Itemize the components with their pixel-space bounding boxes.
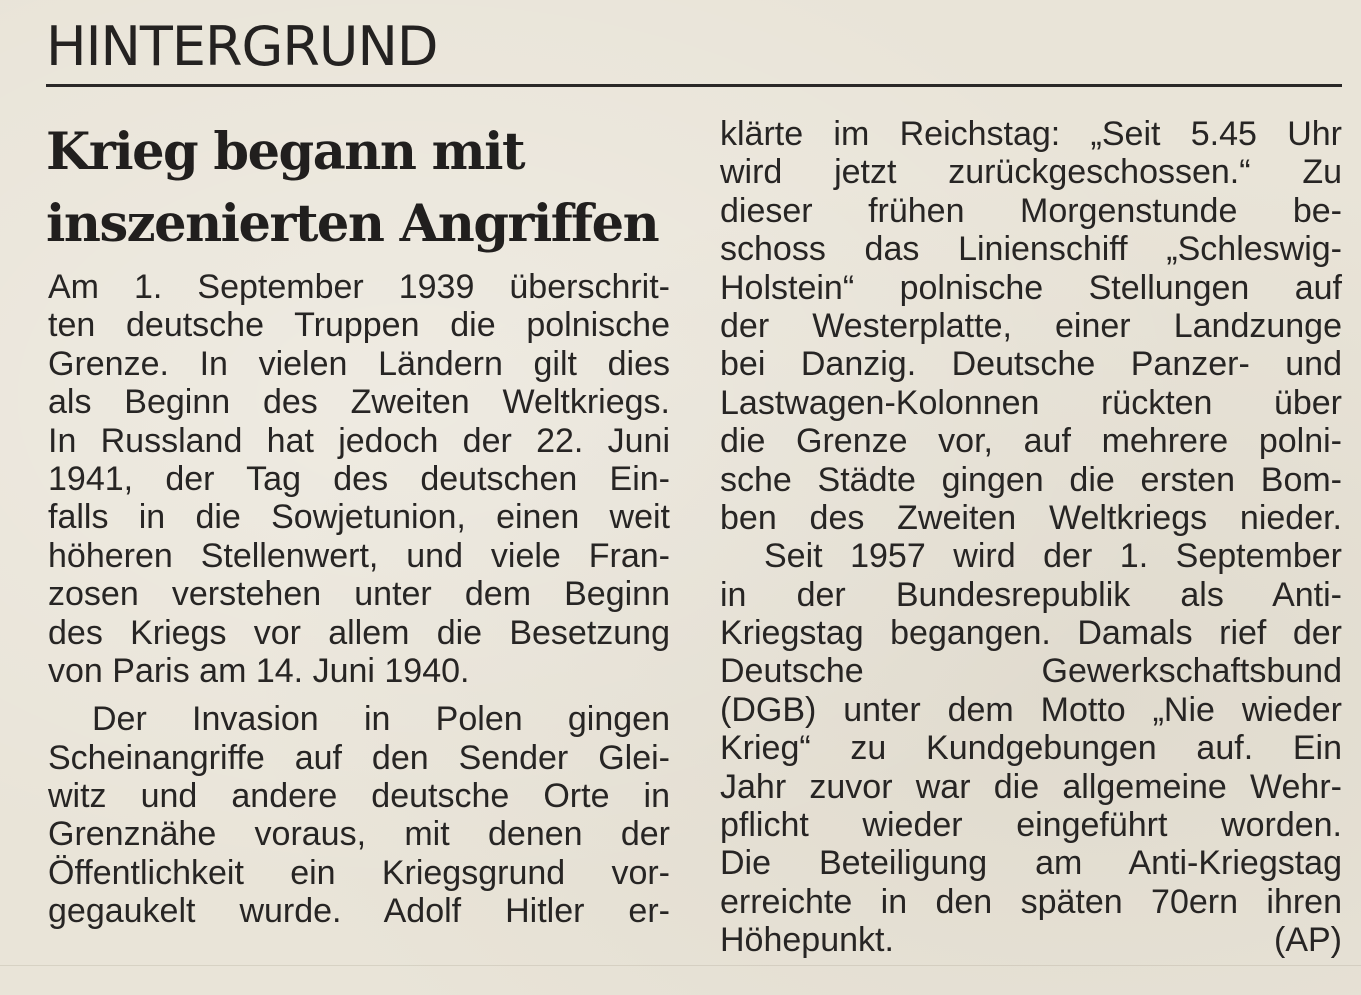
text-line: Höhepunkt. — [720, 921, 894, 960]
left-column — [48, 268, 670, 931]
text-line: ten deutsche Truppen die polnische — [48, 306, 670, 345]
text-line: erreichte in den späten 70ern ihren — [720, 882, 1342, 921]
text-line: pflicht wieder eingeführt worden. — [720, 806, 1342, 845]
text-line: der Westerplatte, einer Landzunge — [720, 306, 1342, 345]
paragraph-2-continued — [720, 115, 1342, 537]
text-line: Kriegstag begangen. Damals rief der — [720, 614, 1342, 653]
text-line: wird jetzt zurückgeschossen.“ Zu — [720, 153, 1342, 192]
text-line: In Russland hat jedoch der 22. Juni — [48, 421, 670, 460]
text-line: witz und andere deutsche Orte in — [48, 777, 670, 816]
text-line: klärte im Reichstag: „Seit 5.45 Uhr — [720, 115, 1342, 153]
text-line: falls in die Sowjetunion, einen weit — [48, 498, 670, 537]
headline-line: inszenierten Angriffen — [46, 194, 659, 254]
text-line: Grenznähe voraus, mit denen der — [48, 815, 670, 854]
text-line: die Grenze vor, auf mehrere polni- — [720, 422, 1342, 461]
text-line: Die Beteiligung am Anti-Kriegstag — [720, 844, 1342, 883]
text-line: gegaukelt wurde. Adolf Hitler er- — [48, 892, 670, 931]
paragraph-2 — [48, 700, 670, 930]
text-line: Holstein“ polnische Stellungen auf — [720, 268, 1342, 307]
article-headline — [46, 116, 686, 260]
paper-crease — [0, 965, 1361, 966]
section-label: HINTERGRUND — [46, 15, 438, 78]
text-line: Öffentlichkeit ein Kriegsgrund vor- — [48, 853, 670, 892]
text-line: zosen verstehen unter dem Beginn — [48, 575, 670, 614]
text-line: des Kriegs vor allem die Besetzung — [48, 613, 670, 652]
text-line: (DGB) unter dem Motto „Nie wieder — [720, 690, 1342, 729]
text-line: Lastwagen-Kolonnen rückten über — [720, 383, 1342, 422]
text-line: dieser frühen Morgenstunde be- — [720, 191, 1342, 230]
text-line: Scheinangriffe auf den Sender Glei- — [48, 738, 670, 777]
text-line: ben des Zweiten Weltkriegs nieder. — [720, 498, 1342, 537]
right-column — [720, 115, 1342, 960]
section-rule — [46, 84, 1342, 87]
source-credit: (AP) — [1274, 921, 1342, 960]
text-line: in der Bundesrepublik als Anti- — [720, 575, 1342, 614]
text-line: Grenze. In vielen Ländern gilt dies — [48, 344, 670, 383]
text-line: als Beginn des Zweiten Weltkriegs. — [48, 383, 670, 422]
text-line: Jahr zuvor war die allgemeine Wehr- — [720, 767, 1342, 806]
paragraph-1 — [48, 268, 670, 690]
headline-line: Krieg begann mit — [46, 122, 525, 182]
paragraph-3 — [720, 537, 1342, 959]
text-line: Am 1. September 1939 überschrit- — [48, 268, 670, 306]
text-line: sche Städte gingen die ersten Bom- — [720, 460, 1342, 499]
text-line: bei Danzig. Deutsche Panzer- und — [720, 345, 1342, 384]
paragraph-gap — [48, 690, 670, 700]
text-line: Deutsche Gewerkschaftsbund — [720, 652, 1342, 691]
text-line: Seit 1957 wird der 1. September — [764, 537, 1342, 576]
text-line: Krieg“ zu Kundgebungen auf. Ein — [720, 729, 1342, 768]
text-line: schoss das Linienschiff „Schleswig- — [720, 230, 1342, 269]
text-line: 1941, der Tag des deutschen Ein- — [48, 459, 670, 498]
text-line: höheren Stellenwert, und viele Fran- — [48, 536, 670, 575]
closing-line — [720, 921, 1342, 959]
text-line: von Paris am 14. Juni 1940. — [48, 651, 470, 690]
text-line: Der Invasion in Polen gingen — [92, 700, 670, 739]
